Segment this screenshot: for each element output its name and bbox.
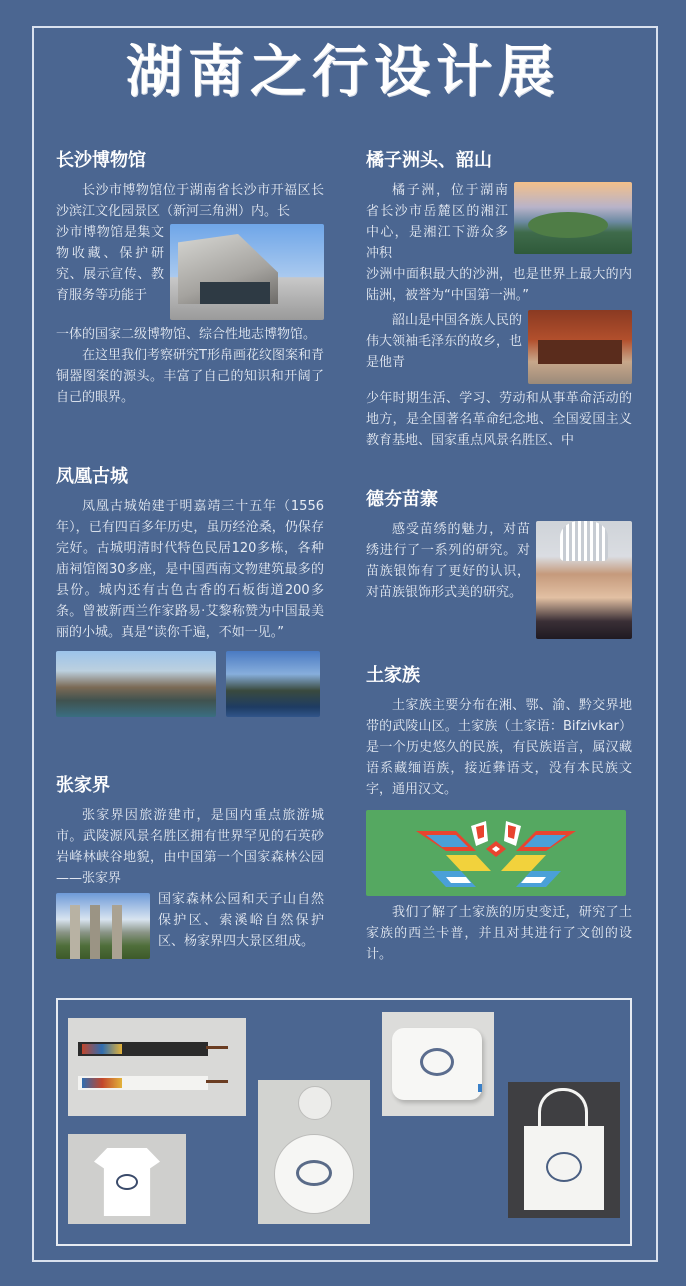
xilankapu-pattern-image [366, 810, 626, 896]
page-title: 湖南之行设计展 [126, 40, 560, 105]
section-paragraph: 张家界因旅游建市，是国内重点旅游城市。武陵源风景名胜区拥有世界罕见的石英砂岩峰林峡谷地貌，由中国第一个国家森林公园——张家界 [56, 808, 324, 886]
section-paragraph: 我们了解了土家族的历史变迁，研究了土家族的西兰卡普，并且对其进行了文创的设计。 [366, 905, 632, 962]
left-column [56, 146, 324, 963]
section-tujia [366, 661, 632, 965]
section-heading: 德夯苗寨 [366, 489, 438, 510]
section-juzizhou [366, 146, 632, 451]
section-paragraph: 橘子洲，位于湖南省长沙市岳麓区的湘江中心，是湘江下游众多冲积 [366, 183, 508, 261]
section-zhangjiajie [56, 771, 324, 952]
section-paragraph: 感受苗绣的魅力，对苗绣进行了一系列的研究。对苗族银饰有了更好的认识，对苗族银饰形式美的研究。 [366, 522, 530, 600]
tote-bag-product-image [508, 1082, 620, 1218]
pillow-product-image [382, 1012, 494, 1116]
zhangjiajie-photo [56, 893, 150, 959]
section-paragraph: 沙洲中面积最大的沙洲，也是世界上最大的内陆洲，被誉为“中国第一洲。” [366, 267, 632, 303]
section-heading: 张家界 [56, 775, 110, 796]
section-paragraph: 沙市博物馆是集文物收藏、保护研究、展示宣传、教育服务等功能于 [56, 225, 164, 303]
section-paragraph: 长沙市博物馆位于湖南省长沙市开福区长沙滨江文化园景区（新河三角洲）内。长 [56, 183, 324, 219]
miao-girl-photo [536, 521, 632, 639]
product-showcase [56, 998, 632, 1246]
shaoshan-photo [528, 310, 632, 384]
section-heading: 凤凰古城 [56, 466, 128, 487]
section-heading: 橘子洲头、韶山 [366, 150, 492, 171]
museum-photo [170, 224, 324, 320]
section-paragraph: 土家族主要分布在湘、鄂、渝、黔交界地带的武陵山区。土家族（土家语：Bifzivkar）是一个历史悠久的民族，有民族语言，属汉藏语系藏缅语族，接近彝语支，没有本民族文字，通用汉文。 [366, 698, 632, 797]
fenghuang-photo [56, 651, 216, 717]
tshirt-product-image [68, 1134, 186, 1224]
section-paragraph: 韶山是中国各族人民的伟大领袖毛泽东的故乡，也是他青 [366, 313, 523, 370]
right-column [366, 146, 632, 965]
chopsticks-product-image [68, 1018, 246, 1116]
section-heading: 长沙博物馆 [56, 150, 146, 171]
section-paragraph: 一体的国家二级博物馆、综合性地志博物馆。 [56, 327, 317, 342]
section-paragraph: 凤凰古城始建于明嘉靖三十五年（1556年），已有四百多年历史，虽历经沧桑，仍保存完好。古城明清时代特色民居120多栋，各种庙祠馆阁30多座，是中国西南文物建筑最多的县份。城内还有古色古香的石板街道200多条。曾被新西兰作家路易·艾黎称赞为中国最美丽的小城。真是“读你千遍，不如一见。” [56, 499, 324, 640]
bird-pattern-icon [376, 813, 616, 893]
section-paragraph: 少年时期生活、学习、劳动和从事革命活动的地方，是全国著名革命纪念地、全国爱国主义教育基地、国家重点风景名胜区、中 [366, 391, 632, 448]
orange-isle-photo [514, 182, 632, 254]
section-paragraph: 在这里我们考察研究T形帛画花纹图案和青铜器图案的源头。丰富了自己的知识和开阔了自己的眼界。 [56, 348, 324, 405]
section-fenghuang [56, 462, 324, 717]
badge-product-image [258, 1080, 370, 1224]
section-changsha-museum [56, 146, 324, 446]
section-heading: 土家族 [366, 665, 420, 686]
section-dekuang [366, 485, 632, 643]
section-paragraph: 国家森林公园和天子山自然保护区、索溪峪自然保护区、杨家界四大景区组成。 [158, 892, 324, 949]
fenghuang-night-photo [226, 651, 320, 717]
